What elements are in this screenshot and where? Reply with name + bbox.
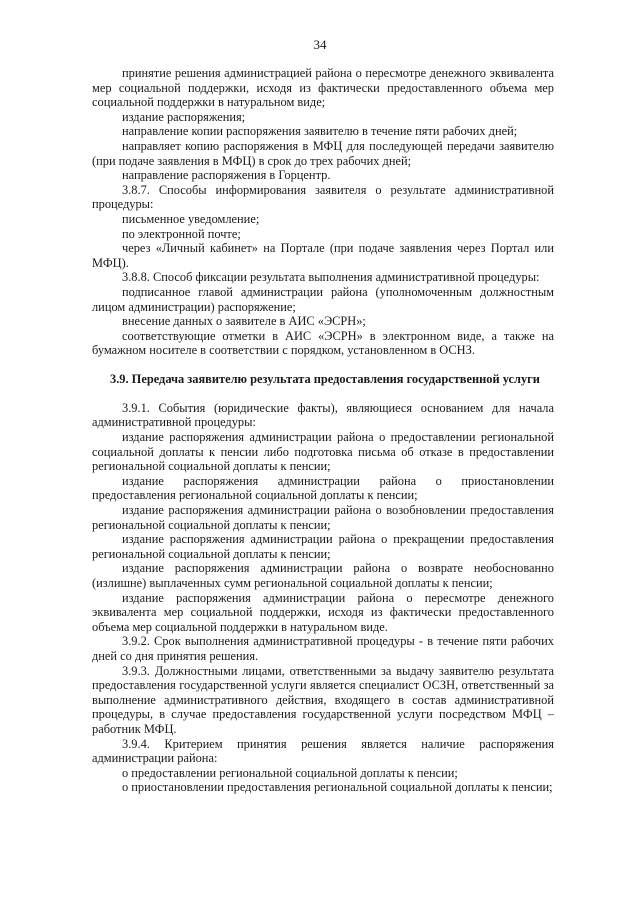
paragraph: 3.9.3. Должностными лицами, ответственными за выдачу заявителю результата предоставления государственной услуги является специалист ОСЗН, ответственный за выполнение административного действия, входящего в состав административной процедуры, в случае предоставления государственной услуги посредством МФЦ – работник МФЦ.: [92, 663, 554, 736]
paragraph: 3.9.4. Критерием принятия решения является наличие распоряжения администрации района:: [92, 736, 554, 766]
paragraph: принятие решения администрацией района о пересмотре денежного эквивалента мер социальной поддержки, исходя из фактически предоставленного объема мер социальной поддержки в натуральном виде;: [92, 66, 554, 110]
paragraph: внесение данных о заявителе в АИС «ЭСРН»;: [122, 314, 366, 329]
paragraph: подписанное главой администрации района (уполномоченным должностным лицом администрации) распоряжение;: [92, 284, 554, 314]
paragraph: о предоставлении региональной социальной доплаты к пенсии;: [122, 765, 458, 780]
section-heading: 3.9. Передача заявителю результата предоставления государственной услуги: [110, 371, 540, 386]
paragraph: 3.9.1. События (юридические факты), являющиеся основанием для начала административной процедуры:: [92, 400, 554, 430]
paragraph: соответствующие отметки в АИС «ЭСРН» в электронном виде, а также на бумажном носителе в соответствии с порядком, установленном в ОСНЗ.: [92, 328, 554, 358]
page-number: 34: [313, 37, 327, 52]
paragraph: о приостановлении предоставления региональной социальной доплаты к пенсии;: [122, 780, 553, 795]
paragraph: по электронной почте;: [122, 226, 241, 241]
paragraph: направляет копию распоряжения в МФЦ для последующей передачи заявителю (при подаче заявления в МФЦ) в срок до трех рабочих дней;: [92, 138, 554, 168]
paragraph: письменное уведомление;: [122, 211, 260, 226]
paragraph: 3.8.7. Способы информирования заявителя о результате административной процедуры:: [92, 182, 554, 212]
paragraph: 3.9.2. Срок выполнения административной процедуры - в течение пяти рабочих дней со дня принятия решения.: [92, 634, 554, 663]
document-body: [92, 66, 554, 795]
paragraph: издание распоряжения администрации района о возврате необоснованно (излишне) выплаченных сумм региональной социальной доплаты к пенсии;: [92, 561, 554, 590]
paragraph: направление распоряжения в Горцентр.: [122, 168, 331, 183]
paragraph: издание распоряжения администрации района о приостановлении предоставления региональной социальной доплаты к пенсии;: [92, 473, 554, 503]
paragraph: направление копии распоряжения заявителю в течение пяти рабочих дней;: [122, 124, 518, 139]
paragraph: издание распоряжения администрации района о пересмотре денежного эквивалента мер социальной поддержки, исходя из фактически предоставленного объема мер социальной поддержки в натуральном виде.: [92, 590, 554, 634]
paragraph: издание распоряжения администрации района о прекращении предоставления региональной социальной доплаты к пенсии;: [92, 532, 554, 561]
paragraph: издание распоряжения администрации района о предоставлении региональной социальной доплаты к пенсии либо подготовка письма об отказе в предоставлении региональной социальной доплаты к пенсии;: [92, 430, 554, 474]
paragraph: издание распоряжения администрации района о возобновлении предоставления региональной социальной доплаты к пенсии;: [92, 503, 554, 532]
paragraph: 3.8.8. Способ фиксации результата выполнения административной процедуры:: [122, 270, 540, 285]
paragraph: издание распоряжения;: [122, 109, 246, 124]
paragraph: через «Личный кабинет» на Портале (при подаче заявления через Портал или МФЦ).: [92, 241, 554, 270]
